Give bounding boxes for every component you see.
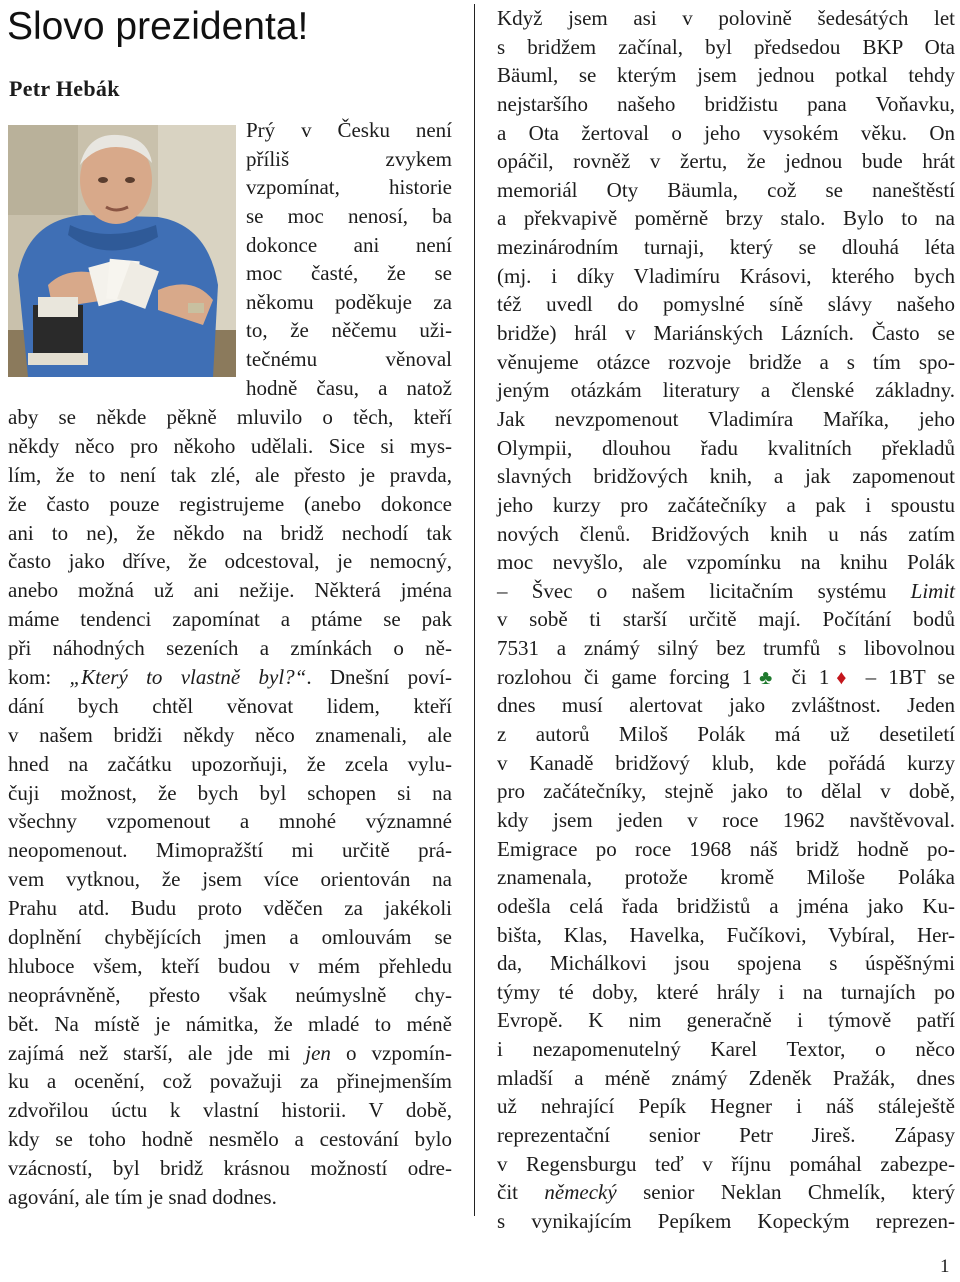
text-line — [8, 1039, 452, 1068]
text-segment: – Švec o našem licitačním systému — [497, 578, 911, 603]
text-line: Když jsem asi v polovině šedesátých let — [497, 6, 955, 30]
author-name: Petr Hebák — [9, 76, 120, 101]
text-line: někomu poděkuje za — [246, 289, 452, 314]
text-line — [497, 1178, 955, 1207]
text-line: doplnění chybějících jmen a omlouvám se — [8, 925, 452, 950]
text-segment: či 1 — [779, 664, 830, 689]
text-line: moc nevyšlo, ale vzpomínku na knihu Polák — [497, 550, 955, 575]
text-line: i nezapomenutelný Karel Textor, o něco — [497, 1037, 955, 1062]
page-number: 1 — [940, 1256, 950, 1277]
diamond-suit-icon: ♦ — [829, 666, 854, 689]
text-segment: čit — [497, 1180, 545, 1205]
text-segment: zajímá než starší, ale jde mi — [8, 1040, 306, 1065]
text-line: pro začátečníky, stejně jako to dělal v době, — [497, 779, 955, 804]
text-line: s bridžem začínal, byl předsedou BKP Ota — [497, 34, 955, 59]
column-divider — [474, 4, 475, 1216]
text-line: a překvapivě poměrně brzy stalo. Bylo to na — [497, 206, 955, 231]
text-line: s vynikajícím Pepíkem Kopeckým reprezen- — [497, 1208, 955, 1233]
text-line: memoriál Oty Bäumla, což se naneštěstí — [497, 177, 955, 202]
intro-wrapped-text — [246, 116, 452, 402]
text-line: máme tendenci zapomínat a ptáme se pak — [8, 607, 452, 632]
text-line: to, že něčemu uži- — [246, 318, 452, 343]
text-line: opáčil, rovněž v žertu, že jednou bude hrát — [497, 149, 955, 174]
author-photo — [8, 125, 236, 377]
text-line: ani to ne), že někdo na bridž nechodí tak — [8, 520, 452, 545]
text-segment: o vzpomín- — [330, 1040, 452, 1065]
text-line: v Kanadě bridžový klub, kde pořádá kurzy — [497, 750, 955, 775]
text-line: už nehrající Pepík Hegner i náš stáleještě — [497, 1094, 955, 1119]
text-line: též uvedl do pomyslné síně slávy našeho — [497, 292, 955, 317]
article-heading: Slovo prezidenta! — [7, 5, 309, 48]
text-line: hluboce všem, kteří budou v mém přehledu — [8, 953, 452, 978]
text-segment: . Dnešní poví- — [306, 665, 452, 690]
text-line: reprezentační senior Petr Jireš. Zápasy — [497, 1122, 955, 1147]
text-line: dnes musí alertovat jako zvláštnost. Jeden — [497, 693, 955, 718]
text-segment: kom: — [8, 665, 70, 690]
text-segment: senior Neklan Chmelík, který — [616, 1180, 955, 1205]
text-segment: jen — [305, 1040, 331, 1065]
text-line: odešla celá řada bridžistů a jména jako Ku- — [497, 893, 955, 918]
text-line: týmy té doby, které hrály i na turnajích po — [497, 979, 955, 1004]
text-line: v sobě ti starší určitě mají. Počítání bodů — [497, 607, 955, 632]
text-line: da, Michálkovi jsou spojena s úspěšnými — [497, 951, 955, 976]
text-line: zdvořilou úctu k vlastní historii. V době, — [8, 1098, 452, 1123]
text-line: agování, ale tím je snad dodnes. — [8, 1185, 277, 1210]
text-line: 7531 a známý silný bez trumfů s libovolnou — [497, 636, 955, 661]
text-line: a Ota žertoval o jeho vysokém věku. On — [497, 120, 955, 145]
text-line: vzpomínat, historie — [246, 175, 452, 200]
text-segment: Limit — [910, 578, 955, 603]
right-column-text — [497, 4, 955, 1236]
text-segment: „Který to vlastně byl?“ — [69, 665, 307, 690]
text-line: moc časté, že se — [246, 261, 452, 286]
text-line: Emigrace po roce 1968 náš bridž hodně po- — [497, 836, 955, 861]
text-line: Olympii, dlouhou řadu kvalitních překladů — [497, 435, 955, 460]
text-line: bridže) hrál v Mariánských Lázních. Často se — [497, 321, 955, 346]
text-line: anebo možná už ani nežije. Některá jména — [8, 578, 452, 603]
text-line: někdy něco pro někoho udělali. Sice si mys- — [8, 433, 452, 458]
text-line: ku a ocenění, což považuji za přinejmenším — [8, 1069, 452, 1094]
text-line: hodně času, a natož — [246, 375, 452, 400]
text-line: mladší a méně známý Zdeněk Pražák, dnes — [497, 1065, 955, 1090]
text-line: vem vytknou, že jsem více orientován na — [8, 867, 452, 892]
text-line: jeho kurzy pro začátečníky a pak i spoustu — [497, 492, 955, 517]
text-line: bišta, Klas, Havelka, Fučíkovi, Vybíral, Her- — [497, 922, 955, 947]
text-line: jeným otázkám literatury a členské základny. — [497, 378, 955, 403]
text-line: nejstaršího našeho bridžistu pana Voňavku, — [497, 91, 955, 116]
text-line: věnujeme otázce rozvoje bridže a s tím spo- — [497, 349, 955, 374]
text-line: Prahu atd. Budu proto vděčen za jakékoli — [8, 896, 452, 921]
text-line: dokonce ani není — [246, 232, 452, 257]
text-line: příliš zvykem — [246, 146, 452, 171]
text-segment: německý — [544, 1180, 617, 1205]
text-line — [8, 663, 452, 692]
text-line — [497, 577, 955, 606]
text-line: (mj. i díky Vladimíru Krásovi, kterého bych — [497, 263, 955, 288]
text-line: v našem bridži někdy něco znamenali, ale — [8, 722, 452, 747]
text-line: že často pouze registrujeme (anebo dokonce — [8, 491, 452, 516]
text-segment: rozlohou či game forcing 1 — [497, 664, 753, 689]
text-line: dání bych chtěl věnovat lidem, kteří — [8, 693, 452, 718]
text-line: nových členů. Bridžových knih u nás zatím — [497, 521, 955, 546]
text-line: při náhodných sezeních a zmínkách o ně- — [8, 636, 452, 661]
text-line: aby se někde pěkně mluvilo o těch, kteří — [8, 405, 452, 429]
text-line: bět. Na místě je námitka, že mladé to méně — [8, 1011, 452, 1036]
text-line: hned na začátku upozorňuji, že zcela vylu- — [8, 751, 452, 776]
text-line: se moc nenosí, ba — [246, 203, 452, 228]
text-line: tečnému věnoval — [246, 347, 452, 372]
text-line: Jak nevzpomenout Vladimíra Maříka, jeho — [497, 406, 955, 431]
text-line: vzácností, byl bridž krásnou možností odre- — [8, 1156, 452, 1181]
text-line: z autorů Miloš Polák má už desetiletí — [497, 722, 955, 747]
text-line: v Regensburgu teď v říjnu pomáhal zabezpe- — [497, 1151, 955, 1176]
text-line: kdy se toho hodně nesmělo a cestování bylo — [8, 1127, 452, 1152]
text-line: kdy jsem jeden v roce 1962 navštěvoval. — [497, 807, 955, 832]
text-line: lím, že to není tak zlé, ale přesto je pravda, — [8, 462, 452, 487]
text-line: mezinárodním turnaji, který se dlouhá léta — [497, 235, 955, 260]
text-line: Evropě. K nim generačně i týmově patří — [497, 1008, 955, 1033]
text-segment: – 1BT se — [853, 664, 955, 689]
text-line — [497, 663, 955, 692]
club-suit-icon: ♣ — [752, 666, 780, 689]
left-column-text — [8, 403, 452, 1212]
text-line: neopomenout. Mimopražští mi určitě prá- — [8, 838, 452, 863]
text-line: často jako dříve, že odcestoval, je nemocný, — [8, 549, 452, 574]
text-line: znamenala, protože kromě Miloše Poláka — [497, 865, 955, 890]
text-line: Bäuml, se kterým jsem jednou potkal tehdy — [497, 63, 955, 88]
text-line: neoprávněně, přesto však neúmyslně chy- — [8, 982, 452, 1007]
text-line: všechny vzpomenout a mnohé významné — [8, 809, 452, 834]
text-line: slavných bridžových knih, a jak zapomenout — [497, 464, 955, 489]
text-line: čuji možnost, že bych byl schopen si na — [8, 780, 452, 805]
text-line: Prý v Česku není — [246, 118, 452, 142]
